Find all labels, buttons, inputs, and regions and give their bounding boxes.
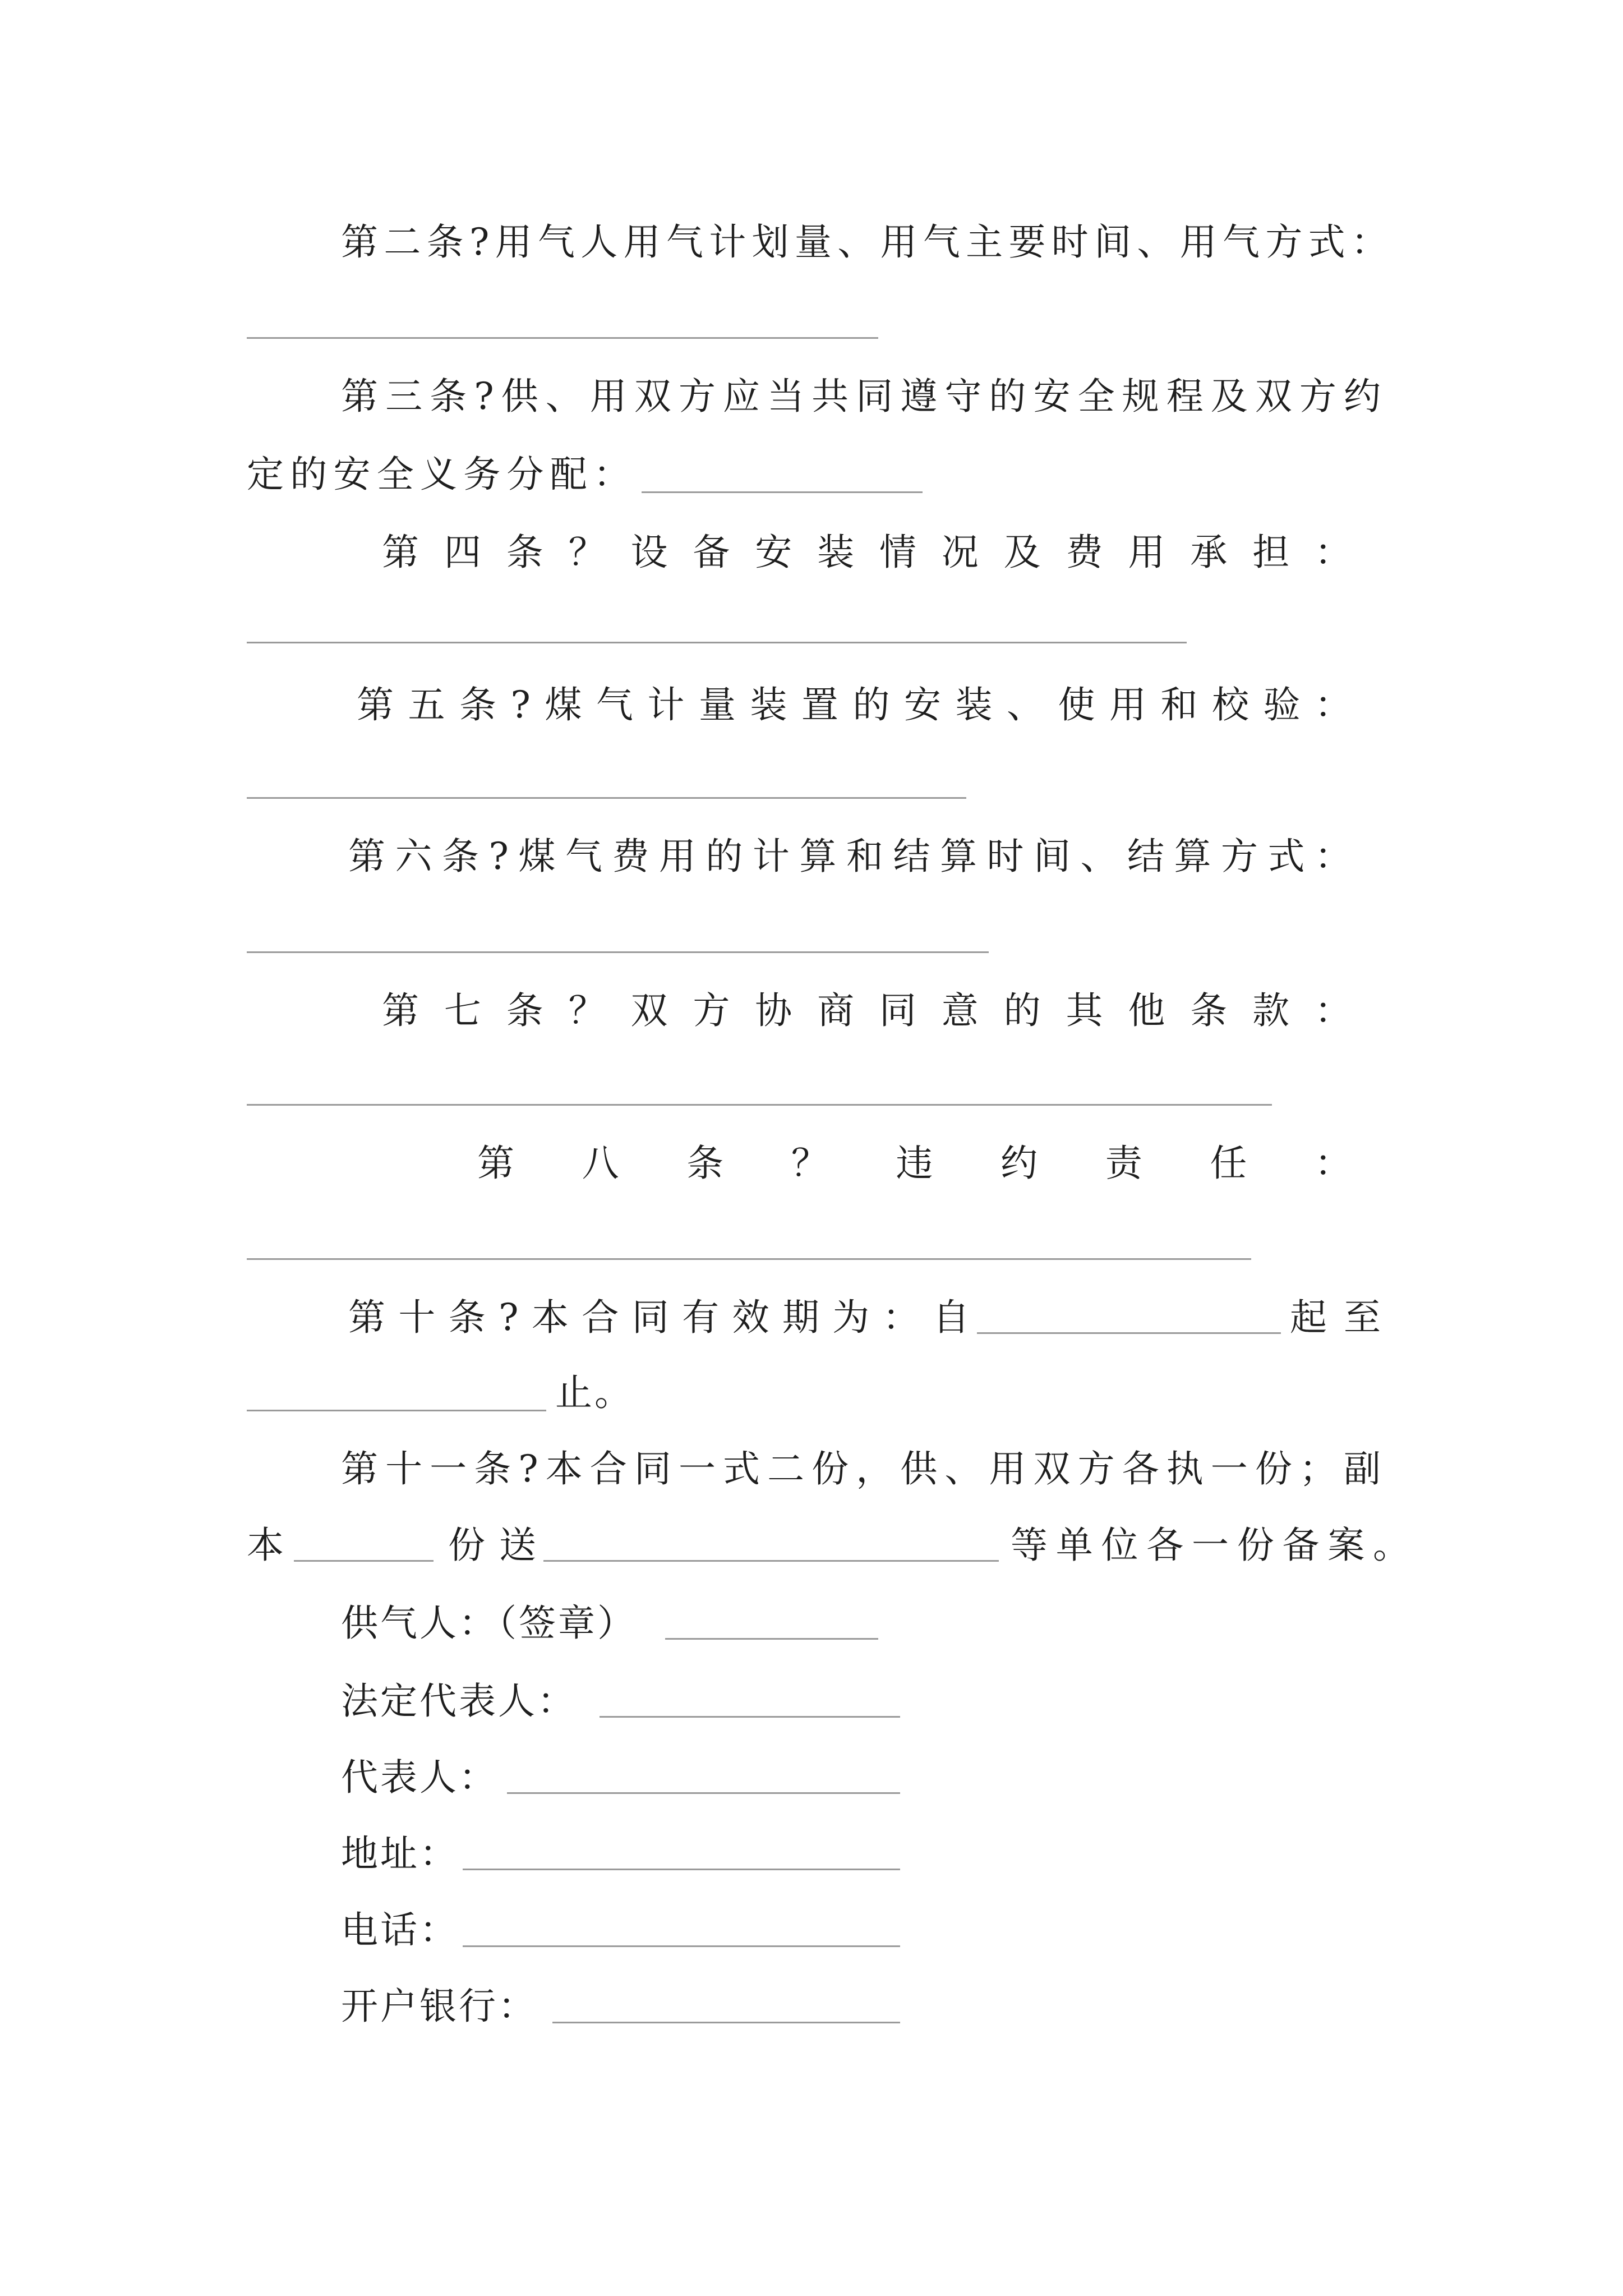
clause-10-end: 止。 (555, 1371, 634, 1414)
clause-11-recipients-blank (543, 1560, 999, 1562)
clause-11-part-a: 本 (247, 1524, 286, 1567)
bank-blank (552, 2022, 900, 2023)
clause-10-end-date-blank (247, 1410, 546, 1411)
clause-6-text: 第六条?煤气费用的计算和结算时间、结算方式： (348, 835, 1352, 878)
clause-8-text: 第八条？违约责任： (477, 1142, 1352, 1185)
phone-blank (463, 1945, 900, 1947)
clause-11-part-b: 份送 (448, 1524, 536, 1567)
clause-4-blank (247, 642, 1187, 643)
address-label: 地址： (341, 1832, 459, 1875)
clause-5-text: 第五条?煤气计量装置的安装、使用和校验： (357, 683, 1352, 726)
clause-3-text-line2: 定的安全义务分配： (247, 453, 630, 496)
clause-11-part-c: 等单位各一份备案。 (1011, 1524, 1410, 1567)
clause-2-text: 第二条?用气人用气计划量、用气主要时间、用气方式： (341, 220, 1388, 264)
supplier-blank (665, 1638, 878, 1640)
legal-rep-blank (600, 1716, 900, 1718)
clause-10-prefix: 第十条?本合同有效期为：自 (348, 1296, 970, 1339)
clause-6-blank (247, 951, 989, 953)
bank-label: 开户银行： (341, 1985, 537, 2028)
clause-7-blank (247, 1104, 1272, 1106)
clause-10-start-date-blank (977, 1332, 1281, 1334)
phone-label: 电话： (341, 1908, 459, 1952)
clause-3-blank (642, 491, 923, 493)
address-blank (463, 1869, 900, 1870)
clause-3-text-line1: 第三条?供、用双方应当共同遵守的安全规程及双方约 (341, 375, 1381, 418)
legal-rep-label: 法定代表人： (341, 1680, 577, 1723)
clause-4-text: 第四条？设备安装情况及费用承担： (382, 531, 1352, 574)
clause-11-text-line1: 第十一条?本合同一式二份，供、用双方各执一份；副 (341, 1447, 1381, 1490)
representative-label: 代表人： (341, 1756, 498, 1799)
clause-2-blank (247, 337, 878, 339)
clause-10-middle: 起至 (1290, 1296, 1381, 1339)
representative-blank (507, 1792, 900, 1794)
clause-11-copies-blank (294, 1560, 434, 1562)
clause-5-blank (247, 797, 966, 799)
clause-7-text: 第七条？双方协商同意的其他条款： (382, 989, 1352, 1032)
supplier-label: 供气人：（签章） (341, 1602, 637, 1645)
clause-8-blank (247, 1258, 1251, 1260)
